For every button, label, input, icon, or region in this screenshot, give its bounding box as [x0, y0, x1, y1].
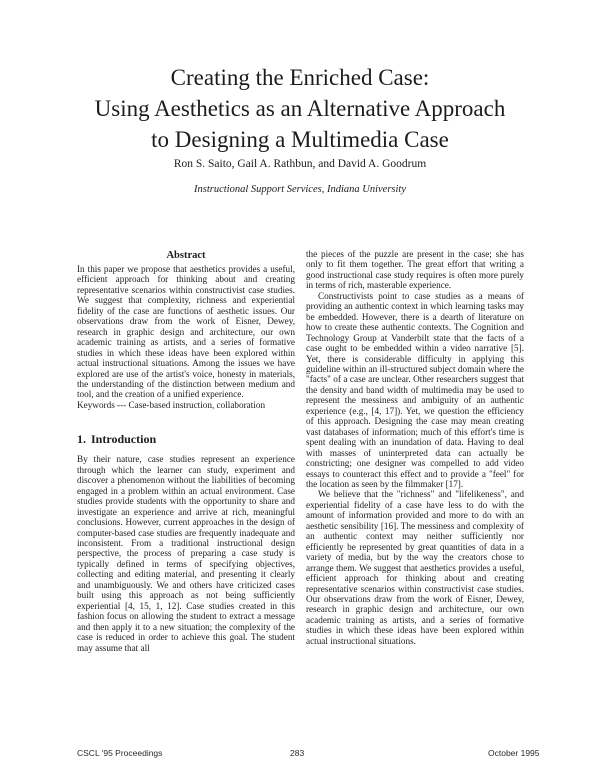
title-line-1: Creating the Enriched Case: [170, 65, 430, 90]
author-list: Ron S. Saito, Gail A. Rathbun, and David A. Goodrum [173, 158, 427, 170]
left-column [77, 250, 295, 653]
affiliation: Instructional Support Services, Indiana University [193, 184, 406, 195]
title-line-2: Using Aesthetics as an Alternative Approach [94, 96, 506, 121]
section-title: Introduction [91, 432, 157, 447]
keywords: Keywords --- Case-based instruction, collaboration [77, 399, 266, 410]
paragraph-2: Constructivists point to case studies as a means of providing an authentic context in which learning tasks may be embedded. However, there is a dearth of literature on how to create these authentic contexts. The Cognition and Technology Group at Vanderbilt state that the facts of a case ought to be embedded within a video narrative [5]. Yet, there is considerable difficulty in applying this guideline within an ill-structured subject domain where the "facts" of a case are unclear. Other researchers suggest that the density and band width of multimedia may be used to represent the messiness and ambiguity of an authentic experience (e.g., [4, 17]). Yet, we question the efficiency of this approach. Designing the case may mean creating vast databases of information; much of this effort's time is spent dealing with an inundation of data. Having to deal with masses of uninterpreted data can actually be constricting; one designer was compelled to add video essays to counteract this effect and to provide a "feel" for the location as seen by the filmmaker [17]. [306, 290, 524, 489]
paper-title [60, 62, 540, 155]
introduction-text: By their nature, case studies represent an experience through which the learner can study, experiment and discover a phenomenon without the liabilities of becoming engaged in a problem within an actual environment. Case studies provide students with the opportunity to share and investigate an experience and arrive at rich, meaningful conclusions. However, current approaches in the design of computer-based case studies are frequently inadequate and inconsistent. From a traditional instructional design perspective, the process of preparing a case study is typically defined in terms of specifying objectives, collecting and editing material, and presenting it clearly and unambiguously. We and others have criticized cases built using this approach as not being sufficiently experiential [4, 15, 1, 12]. Case studies created in this fashion focus on allowing the student to extract a message and then apply it to a new situation; the complexity of the case is reduced in order to achieve this goal. The student may assume that all [77, 454, 295, 653]
abstract-heading: Abstract [166, 250, 206, 261]
paragraph-1: the pieces of the puzzle are present in the case; she has only to fit them together. The great effort that writing a good instructional case study requires is often more purely in terms of rich, masterable experience. [306, 249, 524, 291]
footer-date: October 1995 [488, 748, 540, 758]
footer-page-number: 283 [290, 748, 305, 758]
section-number: 1. [77, 432, 86, 447]
abstract-text: In this paper we propose that aesthetics provides a useful, efficient approach for thinking about and creating representative scenarios within constructivist case studies. We suggest that complexity, richness and experiential fidelity of the case are functions of aesthetic issues. Our observations draw from the work of Eisner, Dewey, research in graphic design and architecture, our own academic training as artists, and a series of formative studies in which these ideas have been explored within actual instructional situations. Among the issues we have explored are use of the artist's voice, honesty in materials, the understanding of the distinction between medium and tool, and the creation of a unified experience. [77, 264, 295, 400]
paragraph-3: We believe that the "richness" and "lifelikeness", and experiential fidelity of a case have less to do with the amount of information provided and more to do with an aesthetic sensibility [16]. The messiness and complexity of an authentic context may neither sufficiently nor efficiently be represented by great quantities of data in a variety of media, but by the way the creators chose to arrange them. We suggest that aesthetics provides a useful, efficient approach for thinking about and creating representative scenarios within constructivist case studies. Our observations draw from the work of Eisner, Dewey, research in graphic design and architecture, our own academic training as artists, and a series of formative studies in which these ideas have been explored within actual instructional situations. [306, 489, 524, 646]
footer-proceedings: CSCL '95 Proceedings [77, 748, 163, 758]
title-line-3: to Designing a Multimedia Case [151, 127, 449, 152]
section-heading-introduction [77, 432, 295, 446]
right-column [306, 249, 524, 646]
